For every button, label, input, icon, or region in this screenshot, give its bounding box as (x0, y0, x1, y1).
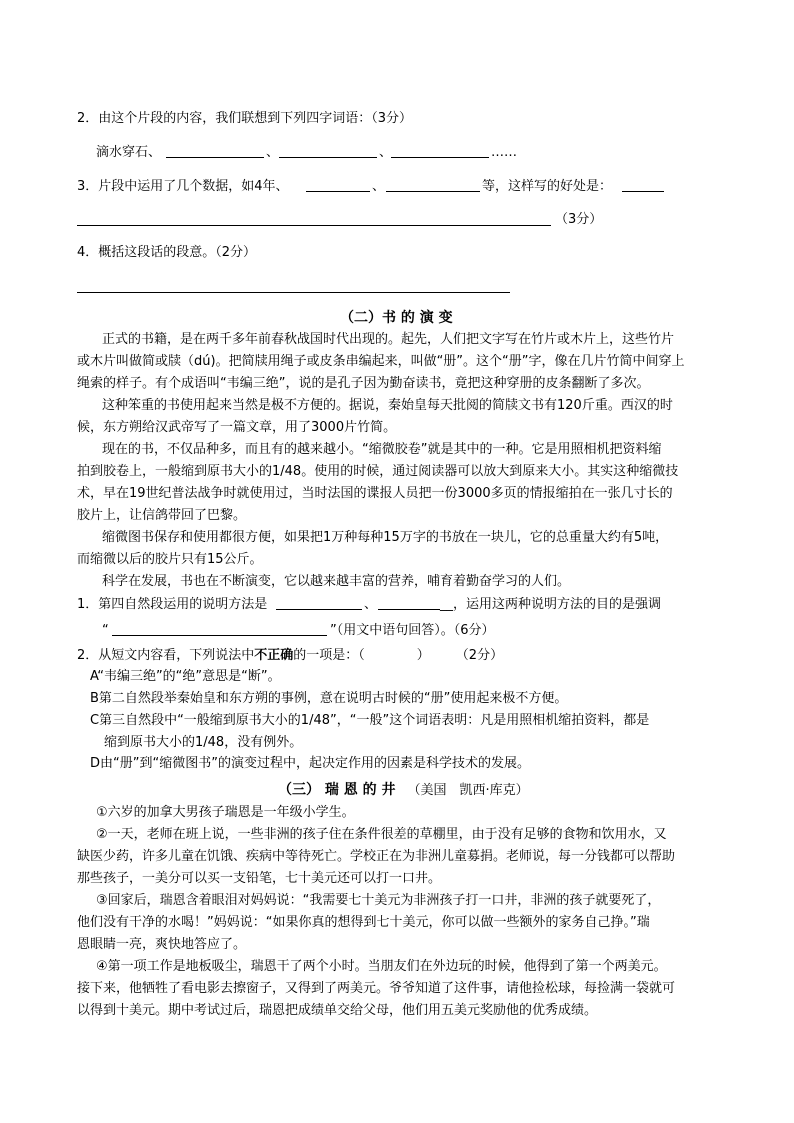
s2-q2-option-b[interactable]: B第二自然段举秦始皇和东方朔的事例，意在说明古时候的“册”使用起来极不方便。 (90, 691, 568, 706)
section3-author: （美国 凯西·库克） (407, 783, 529, 798)
s3-p3-l1: ③回家后，瑞恩含着眼泪对妈妈说：“我需要七十美元为非洲孩子打一口井，非洲的孩子就要死了， (96, 893, 661, 908)
s2-q2-option-d[interactable]: D由“册”到“缩微图书”的演变过程中，起决定作用的因素是科学技术的发展。 (90, 756, 530, 771)
q3-text-a: 3．片段中运用了几个数据，如4年、 (77, 179, 289, 194)
q4-text: 4．概括这段话的段意。（2分） (77, 245, 257, 260)
s3-p2-l1: ②一天，老师在班上说，一些非洲的孩子住在条件很差的草棚里，由于没有足够的食物和饮用水，又 (96, 827, 667, 842)
s2-p4-l1: 缩微图书保存和使用都很方便，如果把1万种每种15万字的书放在一块儿，它的总重量大约有5吨， (102, 530, 669, 545)
s2-p4-l2: 而缩微以后的胶片只有15公斤。 (77, 552, 263, 567)
s2-p3-l4: 胶片上，让信鸽带回了巴黎。 (77, 508, 247, 523)
s2-p3-l2: 拍到胶卷上，一般缩到原书大小的1/48。使用的时候，通过阅读器可以放大到原来大小。其实这种缩微技 (77, 464, 679, 479)
s2-q1-quote-close: ”（用文中语句回答）。（6分） (330, 623, 495, 638)
q3-text-b: 等，这样写的好处是： (482, 179, 613, 194)
q2-fill-start: 滴水穿石、 (96, 145, 162, 160)
s2-q2-option-c-cont: 缩到原书大小的1/48，没有例外。 (104, 735, 303, 750)
s3-p2-l3: 那些孩子，一美分可以买一支铅笔，七十美元还可以打一口井。 (77, 871, 442, 886)
q2-text: 2．由这个片段的内容，我们联想到下列四字词语：（3分） (77, 111, 413, 126)
s2-q1-tail: __，运用这两种说明方法的目的是强调 (440, 597, 662, 612)
s3-p4-l2: 接下来，他牺牲了看电影去擦窗子，又得到了两美元。爷爷知道了这件事，请他捡松球，每捡满一袋就可 (77, 981, 676, 996)
s2-p1-l1: 正式的书籍，是在两千多年前春秋战国时代出现的。起先，人们把文字写在竹片或木片上，这些竹片 (102, 332, 675, 347)
s2-p2-l1: 这种笨重的书使用起来当然是极不方便的。据说，秦始皇每天批阅的简牍文书有120斤重。西汉的时 (102, 398, 673, 413)
q2-blank-1[interactable] (166, 157, 264, 158)
s2-q2-line (77, 649, 503, 662)
q2-blank-3[interactable] (391, 157, 489, 158)
s2-q1-blank-2[interactable] (378, 609, 440, 610)
q2-blank-2[interactable] (279, 157, 377, 158)
s2-q2-bold: 不正确 (254, 648, 294, 663)
s2-q1-text-a: 1．第四自然段运用的说明方法是 (77, 597, 268, 612)
s3-p3-l2: 他们没有干净的水喝！”妈妈说：“如果你真的想得到七十美元，你可以做一些额外的家务自己挣。”瑞 (77, 915, 650, 930)
s2-p1-l2: 或木片叫做简或牍（dú)。把简牍用绳子或皮条串编起来，叫做“册”。这个“册”字，像在几片竹简中间穿上 (77, 354, 685, 369)
q3-blank-2[interactable] (386, 191, 480, 192)
s2-q2-option-c[interactable]: C第三自然段中“一般缩到原书大小的1/48”，“一般”这个词语表明：凡是用照相机缩拍资料，都是 (90, 713, 650, 728)
q2-sep2: 、 (379, 145, 393, 160)
s2-p3-l1: 现在的书，不仅品种多，而且有的越来越小。“缩微胶卷”就是其中的一种。它是用照相机把资料缩 (102, 442, 662, 457)
s3-p1-l1: ①六岁的加拿大男孩子瑞恩是一年级小学生。 (96, 805, 355, 820)
s3-p2-l2: 缺医少药，许多儿童在饥饿、疾病中等待死亡。学校正在为非洲儿童募捐。老师说，每一分钱都可以帮助 (77, 849, 676, 864)
s2-q2-text-a: 2．从短文内容看，下列说法中 (77, 648, 255, 663)
s2-q1-blank-3[interactable] (112, 635, 327, 636)
s2-q1-sep: 、 (364, 597, 378, 612)
s2-p3-l3: 术，早在19世纪普法战争时就使用过，当时法国的谍报人员把一份3000多页的情报缩拍在一张几寸长的 (77, 486, 673, 501)
q3-sep: 、 (372, 179, 386, 194)
q3-blank-1[interactable] (306, 191, 370, 192)
s3-p4-l1: ④第一项工作是地板吸尘，瑞恩干了两个小时。当朋友们在外边玩的时候，他得到了第一个两美元。 (96, 959, 667, 974)
q3-answer-line[interactable] (77, 225, 551, 226)
q2-ellipsis: …… (491, 145, 517, 160)
s3-p3-l3: 恩眼睛一亮，爽快地答应了。 (77, 937, 247, 952)
q2-sep1: 、 (266, 145, 280, 160)
s2-q2-option-a[interactable]: A“韦编三绝”的“绝”意思是“断”。 (90, 669, 281, 684)
s2-p1-l3: 绳索的样子。有个成语叫“韦编三绝”，说的是孔子因为勤奋读书，竟把这种穿册的皮条翻断了多次。 (77, 376, 650, 391)
section3-heading (278, 783, 529, 797)
s2-q1-quote-open: “ (102, 623, 109, 638)
section3-title: （三） 瑞 恩 的 井 (278, 782, 396, 798)
q3-blank-3[interactable] (622, 191, 664, 192)
s2-q2-text-b: 的一项是：（ ） （2分） (293, 648, 504, 663)
q4-answer-line[interactable] (77, 292, 510, 293)
q3-score: （3分） (555, 212, 603, 227)
s3-p4-l3: 以得到十美元。期中考试过后，瑞恩把成绩单交给父母，他们用五美元奖励他的优秀成绩。 (77, 1003, 598, 1018)
s2-q1-blank-1[interactable] (276, 609, 362, 610)
s2-p2-l2: 候，东方朔给汉武帝写了一篇文章，用了3000片竹简。 (77, 420, 397, 435)
s2-p5-l1: 科学在发展，书也在不断演变，它以越来越丰富的营养，哺育着勤奋学习的人们。 (102, 574, 571, 589)
section2-title: （二）书 的 演 变 (340, 310, 453, 326)
